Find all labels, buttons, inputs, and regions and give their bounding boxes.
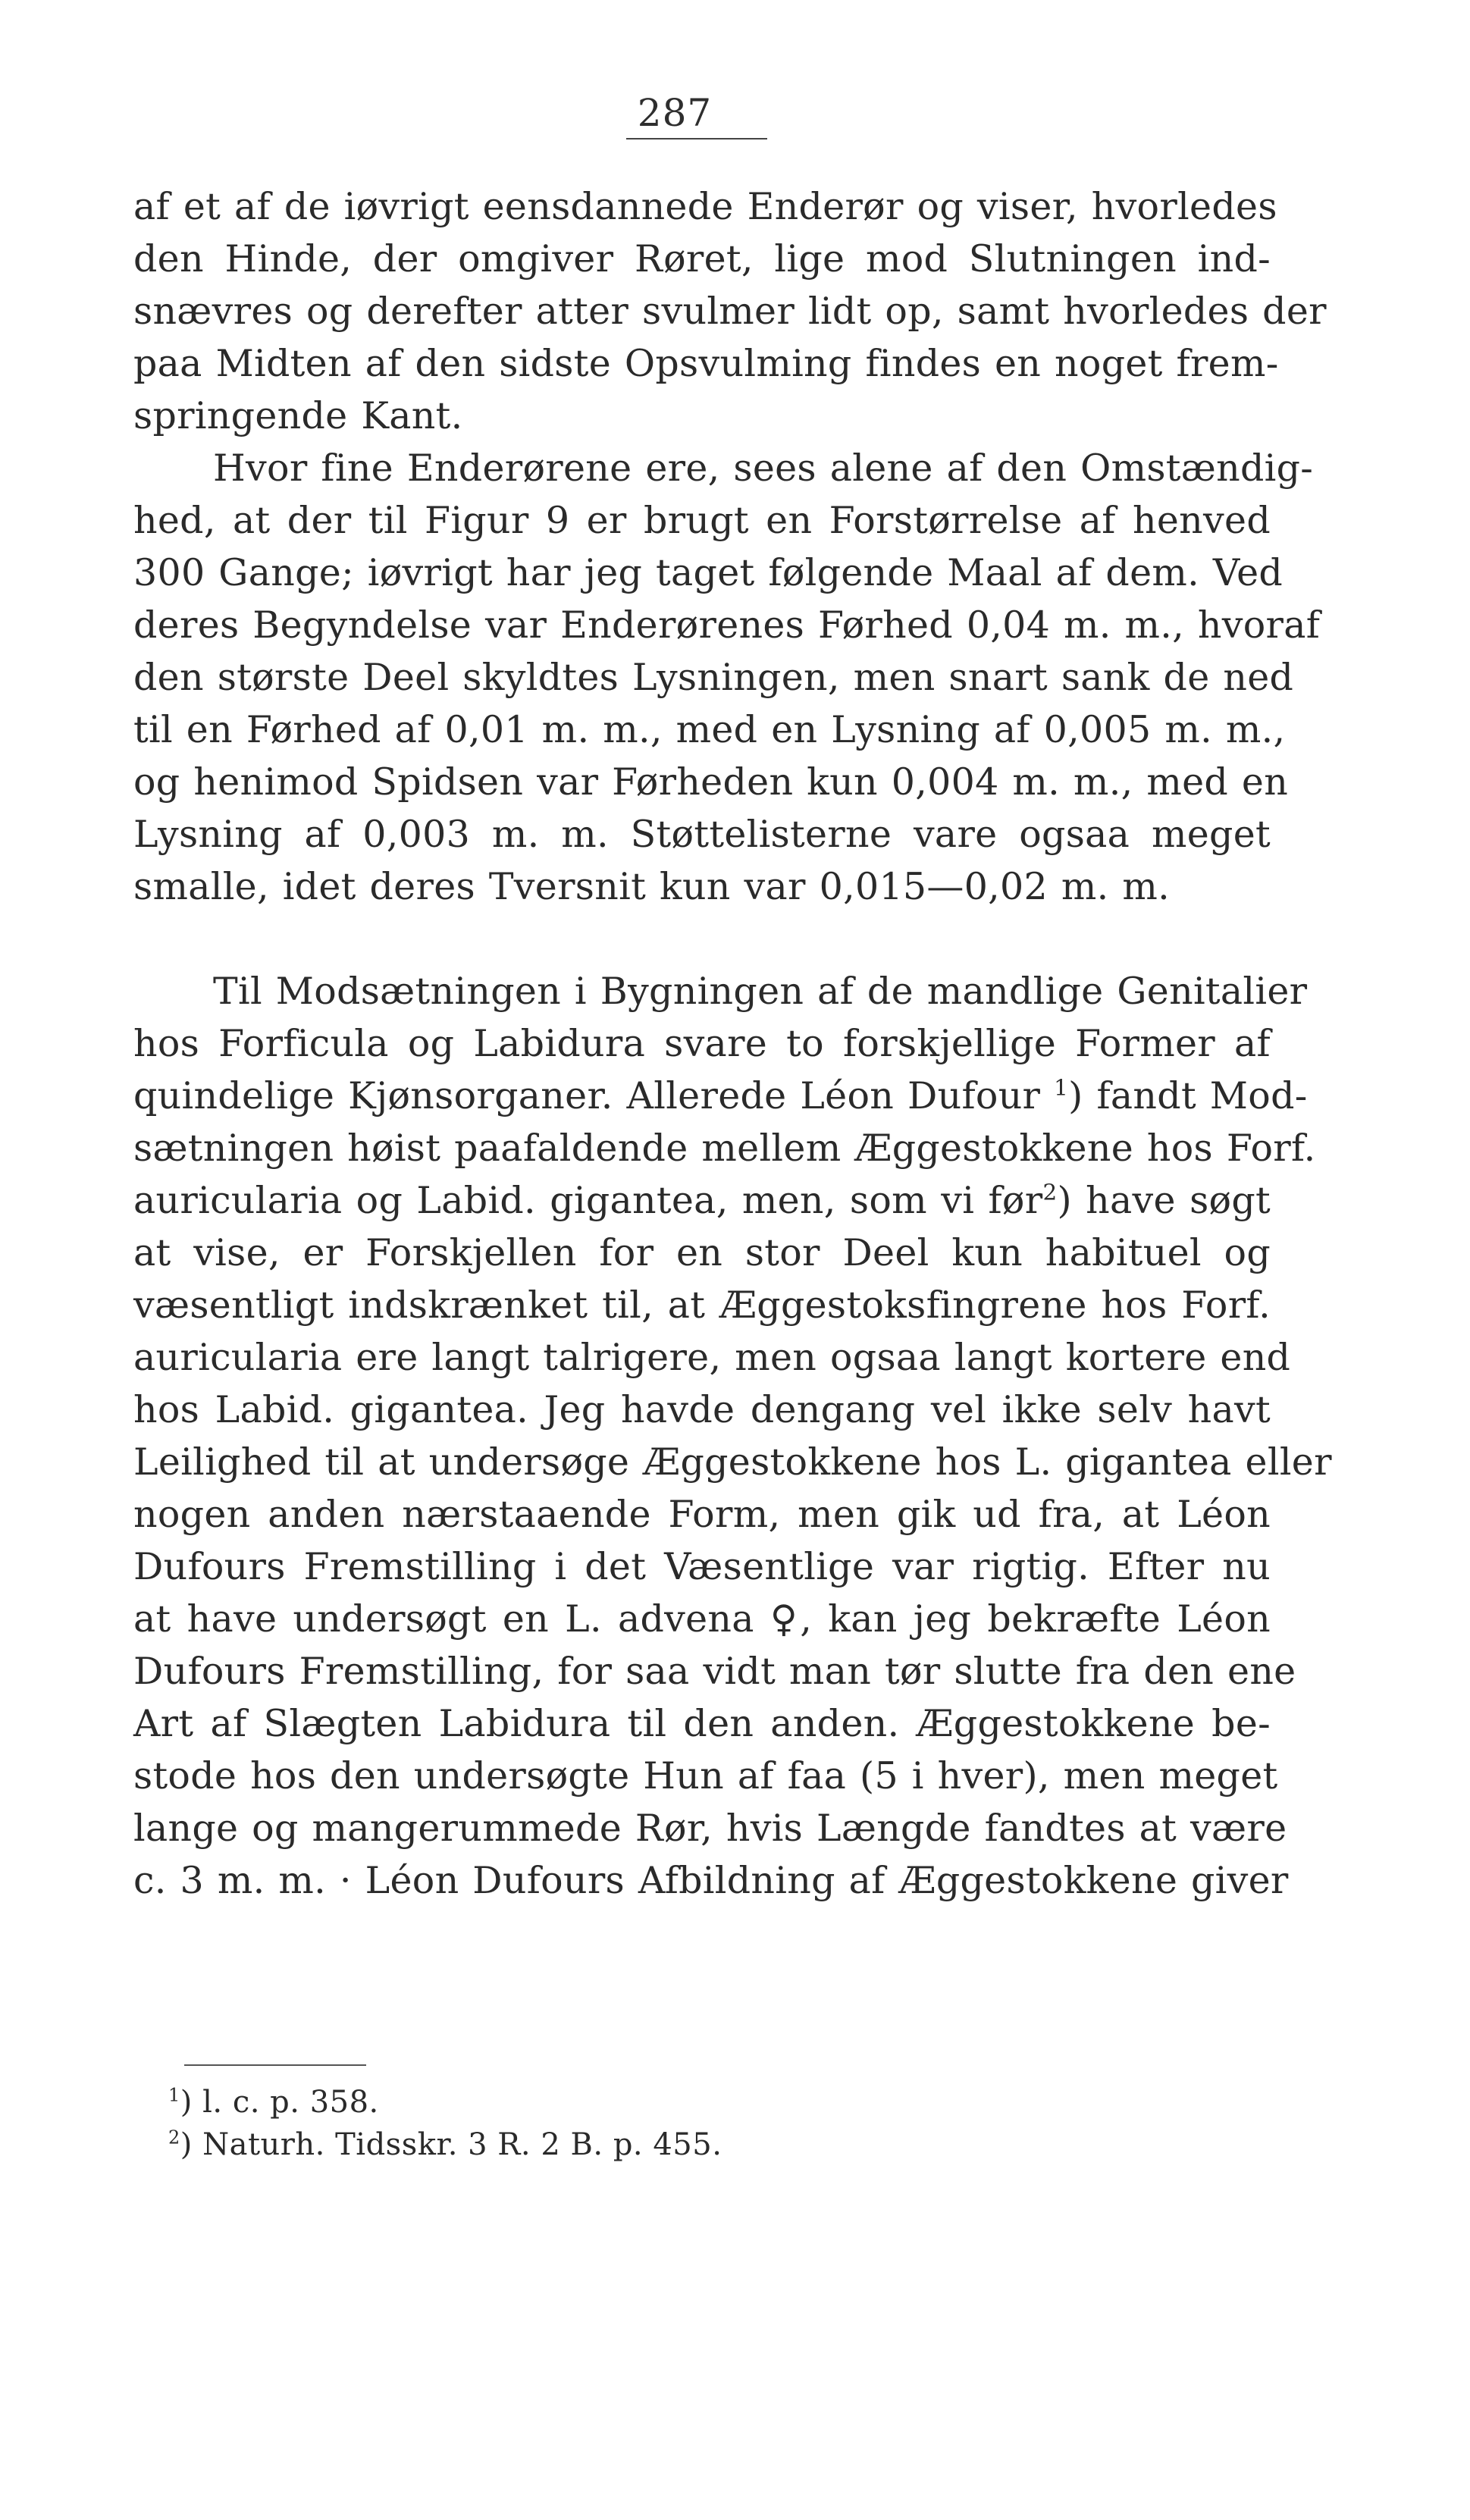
footnote-1 xyxy=(168,2081,1078,2124)
text-line: nogen anden nærstaaende Form, men gik ud fra, at Léon xyxy=(133,1493,1271,1536)
text-line: til en Førhed af 0,01 m. m., med en Lysning af 0,005 m. m., xyxy=(133,708,1286,751)
text-line: den Hinde, der omgiver Røret, lige mod Slutningen ind- xyxy=(133,237,1271,281)
text-segment: auricularia og Labid. gigantea, men, som vi før xyxy=(133,1179,1043,1222)
paragraph-gap xyxy=(133,913,1271,965)
text-segment: ) have søgt xyxy=(1057,1179,1271,1222)
text-segment: quindelige Kjønsorganer. Allerede Léon Dufour xyxy=(133,1074,1041,1117)
text-line: af et af de iøvrigt eensdannede Enderør og viser, hvorledes xyxy=(133,185,1277,228)
footnotes xyxy=(168,2081,1078,2166)
text-line: lange og mangerummede Rør, hvis Længde fandtes at være xyxy=(133,1807,1287,1850)
text-line: hos Forficula og Labidura svare to forskjellige Former af xyxy=(133,1022,1271,1065)
text-line: den største Deel skyldtes Lysningen, men snart sank de ned xyxy=(133,656,1294,699)
text-line: at have undersøgt en L. advena ♀, kan jeg bekræfte Léon xyxy=(133,1597,1271,1641)
footnote-mark: 2 xyxy=(168,2127,180,2149)
footnote-text: ) Naturh. Tidsskr. 3 R. 2 B. p. 455. xyxy=(180,2127,722,2162)
footnote-rule xyxy=(184,2064,366,2066)
text-line: Dufours Fremstilling, for saa vidt man tør slutte fra den ene xyxy=(133,1650,1296,1693)
text-segment: ) fandt Mod- xyxy=(1068,1074,1308,1117)
footnote-2 xyxy=(168,2124,1078,2166)
text-line: hos Labid. gigantea. Jeg havde dengang vel ikke selv havt xyxy=(133,1388,1271,1431)
text-line: Leilighed til at undersøge Æggestokkene hos L. gigantea eller xyxy=(133,1440,1332,1484)
text-line: paa Midten af den sidste Opsvulming findes en noget frem- xyxy=(133,342,1279,385)
text-line: snævres og derefter atter svulmer lidt op, samt hvorledes der xyxy=(133,290,1327,333)
paragraph-2 xyxy=(133,442,1321,913)
body-text xyxy=(133,180,1332,1907)
text-line: Hvor fine Enderørene ere, sees alene af den Omstændig- xyxy=(213,447,1314,490)
text-line: og henimod Spidsen var Førheden kun 0,004 m. m., med en xyxy=(133,760,1289,804)
footnote-reference-1[interactable]: 1 xyxy=(1054,1074,1069,1101)
text-line: Dufours Fremstilling i det Væsentlige var rigtig. Efter nu xyxy=(133,1545,1271,1588)
text-line xyxy=(133,1070,1308,1122)
page-number-rule xyxy=(626,138,767,139)
text-line: c. 3 m. m. · Léon Dufours Afbildning af Æggestokkene giver xyxy=(133,1859,1289,1902)
text-line: auricularia ere langt talrigere, men ogsaa langt kortere end xyxy=(133,1336,1291,1379)
text-line: 300 Gange; iøvrigt har jeg taget følgende Maal af dem. Ved xyxy=(133,551,1284,594)
text-line: sætningen høist paafaldende mellem Æggestokkene hos Forf. xyxy=(133,1127,1316,1170)
paragraph-3 xyxy=(133,965,1332,1907)
text-line: Art af Slægten Labidura til den anden. Æggestokkene be- xyxy=(133,1702,1271,1745)
page-number: 287 xyxy=(637,91,713,135)
text-line: at vise, er Forskjellen for en stor Deel kun habituel og xyxy=(133,1231,1271,1274)
text-line: væsentligt indskrænket til, at Æggestoksfingrene hos Forf. xyxy=(133,1284,1271,1327)
footnote-text: ) l. c. p. 358. xyxy=(180,2085,379,2120)
text-line: hed, at der til Figur 9 er brugt en Forstørrelse af henved xyxy=(133,499,1271,542)
footnote-reference-2[interactable]: 2 xyxy=(1042,1179,1058,1205)
text-line: stode hos den undersøgte Hun af faa (5 i hver), men meget xyxy=(133,1754,1278,1798)
footnote-mark: 1 xyxy=(168,2084,180,2106)
paragraph-1 xyxy=(133,180,1327,442)
text-line: Til Modsætningen i Bygningen af de mandlige Genitalier xyxy=(213,970,1308,1013)
text-line: deres Begyndelse var Enderørenes Førhed 0,04 m. m., hvoraf xyxy=(133,603,1321,647)
text-line: springende Kant. xyxy=(133,394,463,437)
text-line xyxy=(133,1174,1271,1227)
text-line: Lysning af 0,003 m. m. Støttelisterne vare ogsaa meget xyxy=(133,813,1271,856)
text-line: smalle, idet deres Tversnit kun var 0,015—0,02 m. m. xyxy=(133,865,1171,908)
